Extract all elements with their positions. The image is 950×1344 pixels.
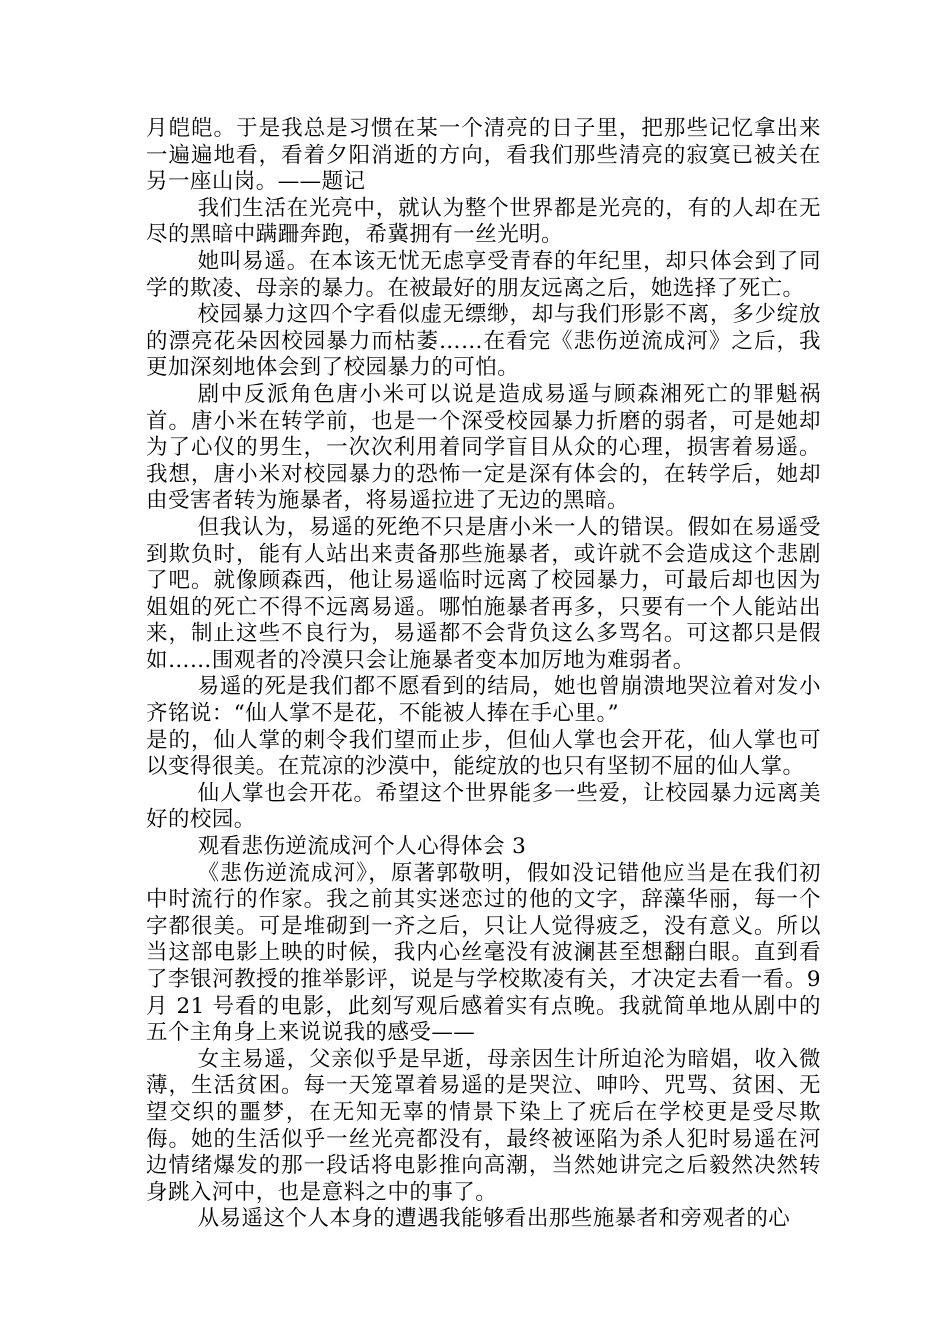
paragraph: 从易遥这个人本身的遭遇我能够看出那些施暴者和旁观者的心 bbox=[197, 1206, 791, 1232]
paragraph: 易遥的死是我们都不愿看到的结局，她也曾崩溃地哭泣着对发小齐铭说：“仙人掌不是花，不能被人捧在手心里。” bbox=[146, 674, 821, 727]
paragraph: 女主易遥，父亲似乎是早逝，母亲因生计所迫沦为暗娼，收入微薄，生活贫困。每一天笼罩着易遥的是哭泣、呻吟、咒骂、贫困、无望交织的噩梦，在无知无辜的情景下染上了疣后在学校更是受尽欺侮。她的生活似乎一丝光亮都没有，最终被诬陷为杀人犯时易遥在河边情绪爆发的那一段话将电影推向高潮，当然她讲完之后毅然决然转身跳入河中，也是意料之中的事了。 bbox=[146, 1046, 821, 1205]
paragraph: 她叫易遥。在本该无忧无虑享受青春的年纪里，却只体会到了同学的欺凌、母亲的暴力。在被最好的朋友远离之后，她选择了死亡。 bbox=[146, 248, 821, 301]
paragraph: 但我认为，易遥的死绝不只是唐小米一人的错误。假如在易遥受到欺负时，能有人站出来责备那些施暴者，或许就不会造成这个悲剧了吧。就像顾森西，他让易遥临时远离了校园暴力，可最后却也因为姐姐的死亡不得不远离易遥。哪怕施暴者再多，只要有一个人能站出来，制止这些不良行为，易遥都不会背负这么多骂名。可这都只是假如……围观者的冷漠只会让施暴者变本加厉地为难弱者。 bbox=[146, 514, 821, 673]
paragraph-epigraph-end: 月皑皑。于是我总是习惯在某一个清亮的日子里，把那些记忆拿出来一遍遍地看，看着夕阳消逝的方向，看我们那些清亮的寂寞已被关在另一座山岗。——题记 bbox=[146, 116, 821, 195]
paragraph: 《悲伤逆流成河》，原著郭敬明，假如没记错他应当是在我们初中时流行的作家。我之前其实迷恋过的他的文字，辞藻华丽，每一个字都很美。可是堆砌到一齐之后，只让人觉得疲乏，没有意义。所以当这部电影上映的时候，我内心丝毫没有波澜甚至想翻白眼。直到看了李银河教授的推举影评，说是与学校欺凌有关，才决定去看一看。9 月 21 号看的电影，此刻写观后感着实有点晚。我就简单地从剧中的五个主角身上来说说我的感受—— bbox=[146, 860, 821, 1046]
document-body bbox=[146, 116, 821, 1233]
section-heading: 观看悲伤逆流成河个人心得体会 3 bbox=[197, 834, 527, 860]
paragraph: 我们生活在光亮中，就认为整个世界都是光亮的，有的人却在无尽的黑暗中蹒跚奔跑，希冀拥有一丝光明。 bbox=[146, 195, 821, 248]
paragraph: 是的，仙人掌的刺令我们望而止步，但仙人掌也会开花，仙人掌也可以变得很美。在荒凉的沙漠中，能绽放的也只有坚韧不屈的仙人掌。 bbox=[146, 727, 821, 780]
paragraph: 校园暴力这四个字看似虚无缥缈，却与我们形影不离，多少绽放的漂亮花朵因校园暴力而枯萎……在看完《悲伤逆流成河》之后，我更加深刻地体会到了校园暴力的可怕。 bbox=[146, 302, 821, 381]
paragraph: 仙人掌也会开花。希望这个世界能多一些爱，让校园暴力远离美好的校园。 bbox=[146, 780, 821, 833]
paragraph: 剧中反派角色唐小米可以说是造成易遥与顾森湘死亡的罪魁祸首。唐小米在转学前，也是一个深受校园暴力折磨的弱者，可是她却为了心仪的男生，一次次利用着同学盲目从众的心理，损害着易遥。我想，唐小米对校园暴力的恐怖一定是深有体会的，在转学后，她却由受害者转为施暴者，将易遥拉进了无边的黑暗。 bbox=[146, 381, 821, 514]
